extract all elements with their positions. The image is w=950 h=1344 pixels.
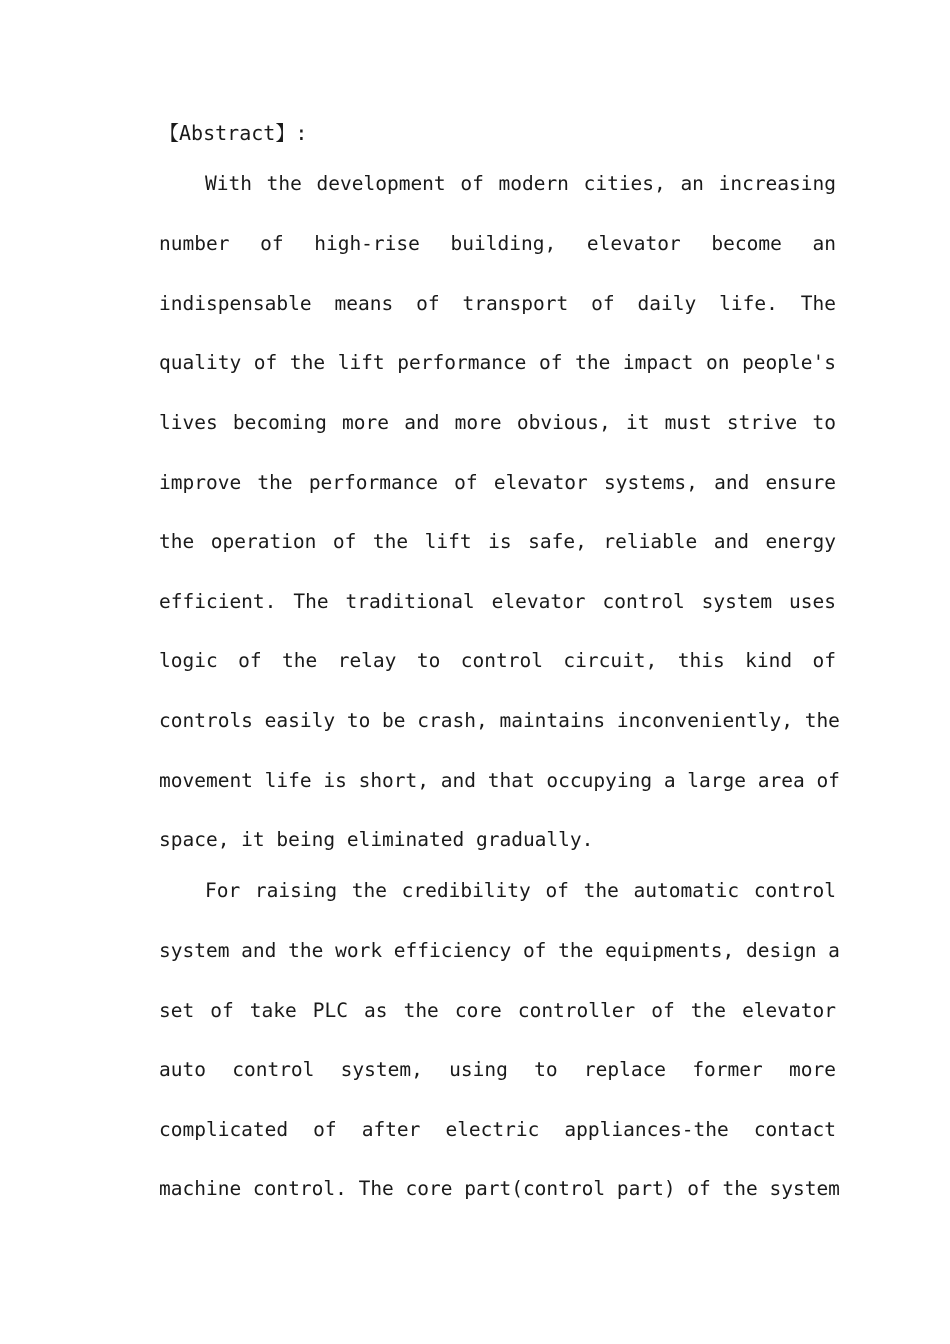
paragraph-2-line-2: system and the work efficiency of the equipments, design a	[159, 939, 840, 962]
paragraph-1-line-4: quality of the lift performance of the impact on people's	[159, 351, 836, 374]
paragraph-1-line-8: efficient. The traditional elevator control system uses	[159, 590, 836, 613]
paragraph-1-line-1: With the development of modern cities, an increasing	[205, 172, 836, 195]
abstract-heading: 【Abstract】:	[159, 121, 308, 145]
paragraph-2-line-3: set of take PLC as the core controller of the elevator	[159, 999, 836, 1022]
paragraph-1-line-3: indispensable means of transport of daily life. The	[159, 292, 836, 315]
paragraph-1-line-5: lives becoming more and more obvious, it must strive to	[159, 411, 836, 434]
paragraph-1-line-11: movement life is short, and that occupying a large area of	[159, 769, 840, 792]
paragraph-1-line-10: controls easily to be crash, maintains inconveniently, the	[159, 709, 840, 732]
paragraph-2-line-6: machine control. The core part(control part) of the system	[159, 1177, 840, 1200]
paragraph-1-line-12: space, it being eliminated gradually.	[159, 828, 594, 851]
paragraph-1-line-9: logic of the relay to control circuit, this kind of	[159, 649, 836, 672]
paragraph-1-line-7: the operation of the lift is safe, reliable and energy	[159, 530, 836, 553]
paragraph-2-line-4: auto control system, using to replace former more	[159, 1058, 836, 1081]
paragraph-2-line-1: For raising the credibility of the automatic control	[205, 879, 836, 902]
paragraph-2-line-5: complicated of after electric appliances-the contact	[159, 1118, 836, 1141]
paragraph-1-line-2: number of high-rise building, elevator become an	[159, 232, 836, 255]
paragraph-1-line-6: improve the performance of elevator systems, and ensure	[159, 471, 836, 494]
